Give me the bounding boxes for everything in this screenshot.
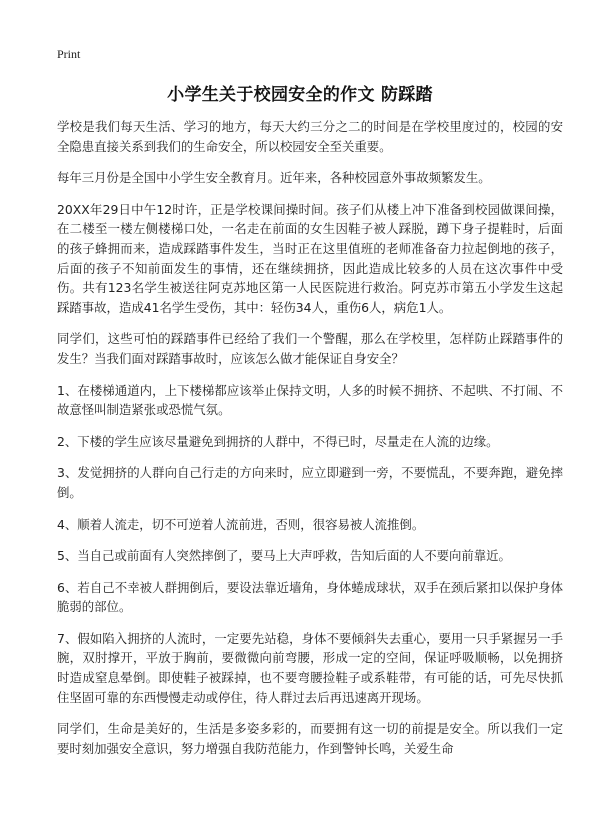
list-item-3: 3、发觉拥挤的人群向自己行走的方向来时，应立即避到一旁，不要慌乱，不要奔跑，避免摔倒。 <box>57 465 563 500</box>
list-item-7: 7、假如陷入拥挤的人流时，一定要先站稳，身体不要倾斜失去重心，要用一只手紧握另一手腕，双肘撑开，平放于胸前，要微微向前弯腰，形成一定的空间，保证呼吸顺畅，以免拥挤时造成窒息晕倒。即使鞋子被踩掉，也不要弯腰捡鞋子或系鞋带，有可能的话，可先尽快抓住坚固可靠的东西慢慢走动或停住，待人群过去后再迅速离开现场。 <box>57 630 563 705</box>
article-body <box>57 117 563 770</box>
list-item-4: 4、顺着人流走，切不可逆着人流前进，否则，很容易被人流推倒。 <box>57 516 425 532</box>
list-item-6: 6、若自己不幸被人群拥倒后，要设法靠近墙角，身体蜷成球状，双手在颈后紧扣以保护身体脆弱的部位。 <box>57 579 563 615</box>
paragraph-question: 同学们，这些可怕的踩踏事件已经给了我们一个警醒，那么在学校里，怎样防止踩踏事件的发生？当我们面对踩踏事故时，应该怎么做才能保证自身安全？ <box>57 331 563 366</box>
paragraph-conclusion: 同学们，生命是美好的，生活是多姿多彩的，而要拥有这一切的前提是安全。所以我们一定要时刻加强安全意识，努力增强自我防范能力，作到警钟长鸣，关爱生命 <box>57 721 563 756</box>
paragraph-safety-month: 每年三月份是全国中小学生安全教育月。近年来，各种校园意外事故频繁发生。 <box>57 170 491 186</box>
list-item-2: 2、下楼的学生应该尽量避免到拥挤的人群中，不得已时，尽量走在人流的边缘。 <box>57 433 499 449</box>
paragraph-incident: 20XX年29日中午12时许，正是学校课间操时间。孩子们从楼上冲下准备到校园做课间操，在二楼至一楼左侧楼梯口处，一名走在前面的女生因鞋子被人踩脱，蹲下身子提鞋时，后面的孩子蜂拥而来，造成踩踏事件发生，当时正在这里值班的老师准备奋力拉起倒地的孩子，后面的孩子不知前面发生的事情，还在继续拥挤，因此造成比较多的人员在这次事件中受伤。共有123名学生被送往阿克苏地区第一人民医院进行救治。阿克苏市第五小学发生这起踩踏事故，造成41名学生受伤，其中：轻伤34人，重伤6人，病危1人。 <box>57 201 563 315</box>
paragraph-intro: 学校是我们每天生活、学习的地方，每天大约三分之二的时间是在学校里度过的，校园的安全隐患直接关系到我们的生命安全，所以校园安全至关重要。 <box>57 119 563 154</box>
print-link[interactable]: Print <box>57 47 81 61</box>
page-title: 小学生关于校园安全的作文 防踩踏 <box>167 85 433 105</box>
list-item-5: 5、当自己或前面有人突然摔倒了，要马上大声呼救，告知后面的人不要向前靠近。 <box>57 548 511 564</box>
list-item-1: 1、在楼梯通道内，上下楼梯都应该举止保持文明，人多的时候不拥挤、不起哄、不打闹、不故意怪叫制造紧张或恐慌气氛。 <box>57 382 563 418</box>
